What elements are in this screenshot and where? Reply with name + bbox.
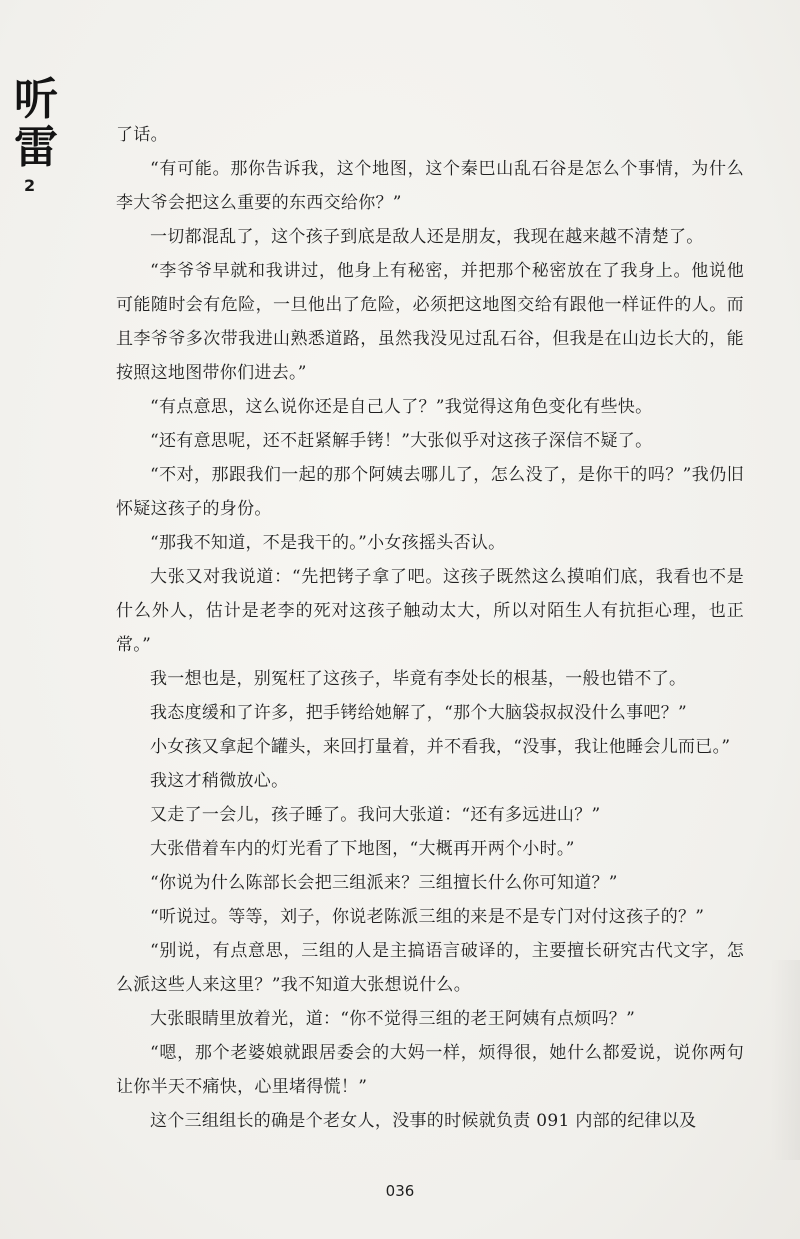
paragraph: “还有意思呢，还不赶紧解手铐！”大张似乎对这孩子深信不疑了。 (150, 431, 653, 451)
running-head-number: 2 (24, 176, 36, 195)
running-head-char: 听 (14, 74, 58, 125)
page-edge-shadow (770, 960, 800, 1160)
paragraph: “那我不知道，不是我干的。”小女孩摇头否认。 (150, 533, 506, 553)
body-text (116, 118, 744, 1138)
paragraph: 这个三组组长的确是个老女人，没事的时候就负责 091 内部的纪律以及 (150, 1111, 697, 1131)
paragraph: 一切都混乱了，这个孩子到底是敌人还是朋友，我现在越来越不清楚了。 (150, 227, 704, 247)
paragraph: 我这才稍微放心。 (150, 771, 289, 791)
paragraph: “嗯，那个老婆娘就跟居委会的大妈一样，烦得很，她什么都爱说，说你两句让你半天不痛快，心里堵得慌！” (116, 1043, 744, 1097)
paragraph: 又走了一会儿，孩子睡了。我问大张道：“还有多远进山？” (150, 805, 601, 825)
paragraph: 我一想也是，别冤枉了这孩子，毕竟有李处长的根基，一般也错不了。 (150, 669, 687, 689)
paragraph: “听说过。等等，刘子，你说老陈派三组的来是不是专门对付这孩子的？” (150, 907, 705, 927)
paragraph: 小女孩又拿起个罐头，来回打量着，并不看我，“没事，我让他睡会儿而已。” (150, 737, 731, 757)
paragraph: 大张借着车内的灯光看了下地图，“大概再开两个小时。” (150, 839, 575, 859)
paragraph: “有点意思，这么说你还是自己人了？”我觉得这角色变化有些快。 (150, 397, 653, 417)
running-head-title (14, 76, 74, 172)
paragraph: 大张眼睛里放着光，道：“你不觉得三组的老王阿姨有点烦吗？” (150, 1009, 636, 1029)
page-number: 036 (385, 1182, 415, 1200)
paragraph: 大张又对我说道：“先把铐子拿了吧。这孩子既然这么摸咱们底，我看也不是什么外人，估计是老李的死对这孩子触动太大，所以对陌生人有抗拒心理，也正常。” (116, 567, 744, 655)
paragraph: 我态度缓和了许多，把手铐给她解了，“那个大脑袋叔叔没什么事吧？” (150, 703, 687, 723)
paragraph: “有可能。那你告诉我，这个地图，这个秦巴山乱石谷是怎么个事情，为什么李大爷会把这么重要的东西交给你？” (116, 159, 744, 213)
paragraph: “不对，那跟我们一起的那个阿姨去哪儿了，怎么没了，是你干的吗？”我仍旧怀疑这孩子的身份。 (116, 465, 744, 519)
paragraph: “李爷爷早就和我讲过，他身上有秘密，并把那个秘密放在了我身上。他说他可能随时会有危险，一旦他出了危险，必须把这地图交给有跟他一样证件的人。而且李爷爷多次带我进山熟悉道路，虽然我没见过乱石谷，但我是在山边长大的，能按照这地图带你们进去。” (116, 261, 744, 383)
paragraph: 了话。 (116, 125, 168, 145)
paragraph: “别说，有点意思，三组的人是主搞语言破译的，主要擅长研究古代文字，怎么派这些人来这里？”我不知道大张想说什么。 (116, 941, 744, 995)
running-head-char: 雷 (14, 122, 58, 173)
paragraph: “你说为什么陈部长会把三组派来？三组擅长什么你可知道？” (150, 873, 618, 893)
